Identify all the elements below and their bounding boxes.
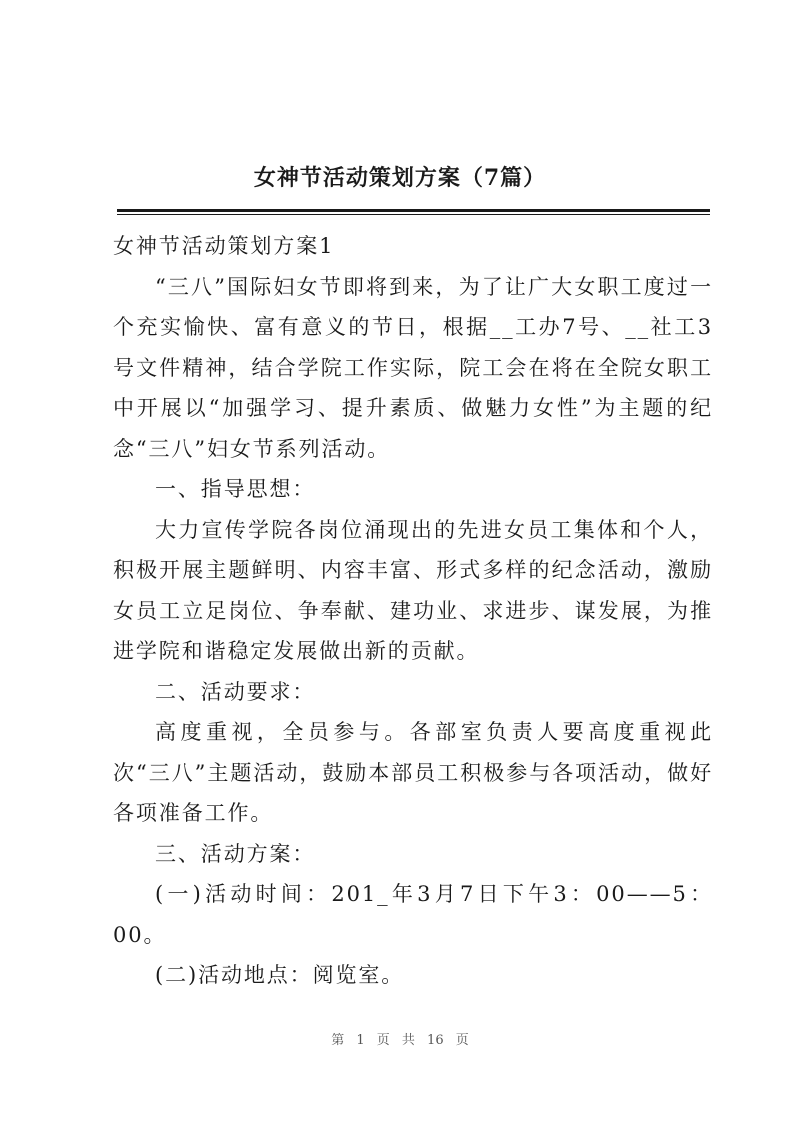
activity-location-line: (二)活动地点：阅览室。 [155,963,405,987]
activity-time-line: (一)活动时间：201_年3月7日下午3：00——5：00。 [113,882,713,947]
section-heading: 女神节活动策划方案1 [113,234,335,258]
heading-activity-plan: 三、活动方案： [155,841,316,866]
guiding-ideology-paragraph: 大力宣传学院各岗位涌现出的先进女员工集体和个人，积极开展主题鲜明、内容丰富、形式多样的纪念活动，激励女员工立足岗位、争奉献、建功业、求进步、谋发展，为推进学院和谐稳定发展做出新的贡献。 [113,517,713,663]
page-number-footer: 第 1 页 共 16 页 [331,1033,469,1048]
intro-paragraph: “三八”国际妇女节即将到来，为了让广大女职工度过一个充实愉快、富有意义的节日，根据__工办7号、__社工3号文件精神，结合学院工作实际，院工会在将在全院女职工中开展以“加强学习、提升素质、做魅力女性”为主题的纪念“三八”妇女节系列活动。 [113,274,713,461]
title-divider-thin [117,214,710,215]
activity-requirements-paragraph: 高度重视，全员参与。各部室负责人要高度重视此次“三八”主题活动，鼓励本部员工积极参与各项活动，做好各项准备工作。 [113,720,713,825]
heading-activity-requirements: 二、活动要求： [155,679,316,704]
title-divider-thick [117,209,710,212]
document-body [113,226,713,996]
heading-guiding-ideology: 一、指导思想： [155,477,316,501]
document-title: 女神节活动策划方案（7篇） [253,165,547,191]
